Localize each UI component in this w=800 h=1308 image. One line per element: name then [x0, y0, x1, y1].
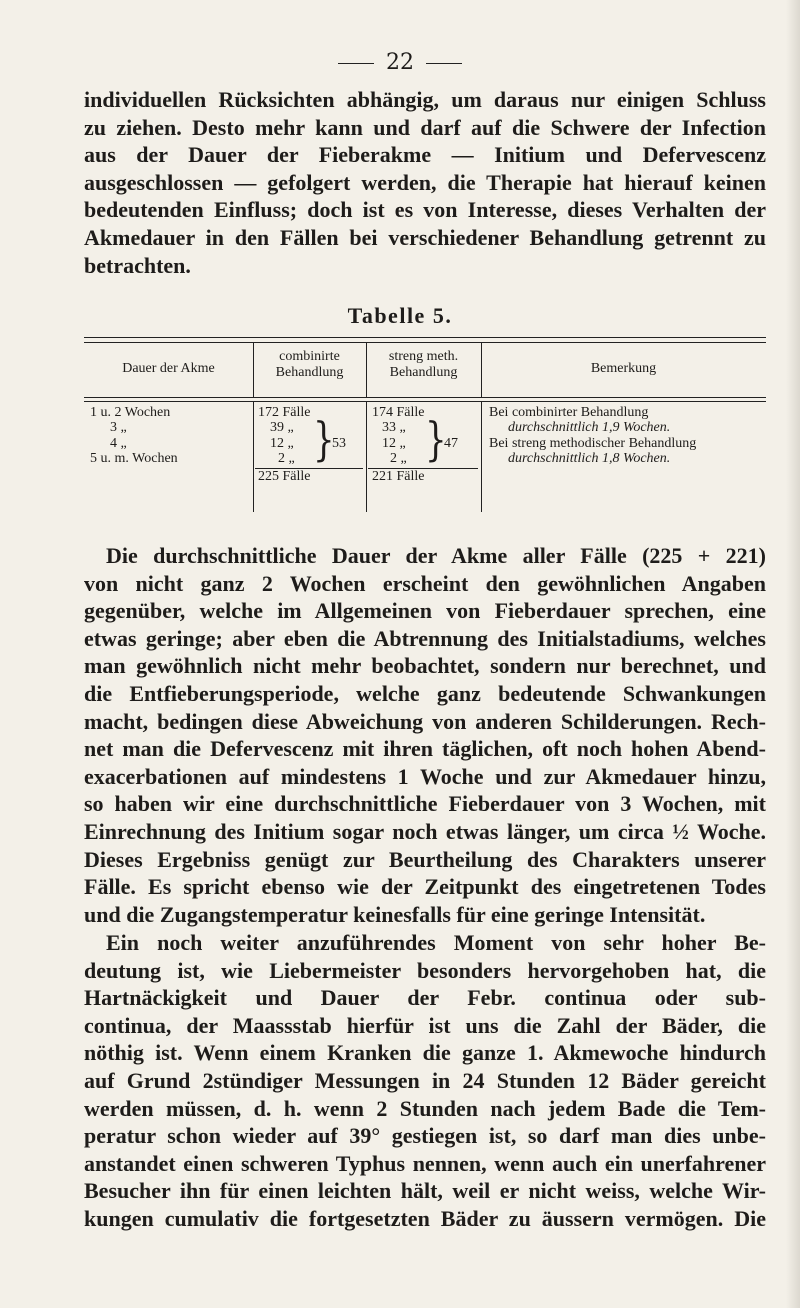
- remark-line: durchschnittlich 1,9 Wochen.: [508, 420, 671, 435]
- text-line: individuellen Rücksichten abhängig, um daraus nur einigen Schluss: [84, 87, 766, 112]
- combined-subtotal: 53: [332, 436, 346, 451]
- combined-cell: 172 Fälle: [258, 405, 311, 420]
- text-line: Akmedauer in den Fällen bei verschiedener Behandlung getrennt zu: [84, 224, 766, 250]
- text-line: exacerbationen auf mindestens 1 Woche und zur Akmedauer hinzu,: [84, 763, 766, 789]
- strict-brace: }: [425, 412, 447, 467]
- text-line: etwas geringe; aber eben die Abtrennung des Initialstadiums, welches: [84, 625, 766, 651]
- column-divider: [253, 401, 254, 512]
- strict-cell: 174 Fälle: [372, 405, 425, 420]
- text-line: und die Zugangstemperatur keinesfalls für eine geringe Intensität.: [84, 901, 706, 927]
- text-line: so haben wir eine durchschnittliche Fieberdauer von 3 Wochen, mit: [84, 791, 766, 817]
- text-line: deutung ist, wie Liebermeister besonders hervorgehoben hat, die: [84, 957, 766, 983]
- strict-cell: 33 „: [382, 420, 406, 435]
- page-edge-shadow: [786, 0, 800, 1308]
- duration-cell: 3 „: [110, 420, 127, 435]
- paragraph-2: [84, 542, 766, 928]
- text-line: Fälle. Es spricht ebenso wie der Zeitpunkt des eingetretenen Todes: [84, 874, 766, 900]
- text-line: auf Grund 2stündiger Messungen in 24 Stunden 12 Bäder gereicht: [84, 1067, 766, 1093]
- page-number-dash-left: [338, 63, 374, 64]
- remark-line: durchschnittlich 1,8 Wochen.: [508, 451, 671, 466]
- strict-cell: 2 „: [390, 451, 407, 466]
- text-line: bedeutenden Einfluss; doch ist es von Interesse, dieses Verhalten der: [84, 197, 766, 223]
- table-top-rule: [84, 337, 766, 343]
- text-line: Die durchschnittliche Dauer der Akme aller Fälle (225 + 221): [106, 543, 766, 568]
- combined-brace: }: [313, 412, 335, 467]
- text-line: peratur schon wieder auf 39° gestiegen ist, so darf man dies unbe-: [84, 1123, 766, 1149]
- text-line: die Entfieberungsperiode, welche ganz bedeutende Schwankungen: [84, 680, 766, 706]
- table-header-rule: [84, 397, 766, 402]
- table-title: Tabelle 5.: [347, 303, 453, 328]
- text-line: Einrechnung des Initium sogar noch etwas länger, um circa ½ Woche.: [84, 818, 766, 844]
- remark-line: Bei streng methodischer Behandlung: [489, 436, 697, 451]
- column-divider: [366, 401, 367, 512]
- combined-cell: 2 „: [278, 451, 295, 466]
- header-strict-line1: streng meth.: [388, 349, 459, 364]
- text-line: Besucher ihn für einen leichten hält, weil er nicht weiss, welche Wir-: [84, 1178, 766, 1204]
- duration-cell: 4 „: [110, 436, 127, 451]
- page-number-dash-right: [426, 63, 462, 64]
- strict-subtotal: 47: [444, 436, 458, 451]
- paragraph-3: [84, 929, 766, 1233]
- column-divider: [481, 401, 482, 512]
- text-line: anstandet einen schweren Typhus nennen, wenn auch ein unerfahrener: [84, 1150, 766, 1176]
- combined-total: 225 Fälle: [258, 469, 311, 484]
- text-line: zu ziehen. Desto mehr kann und darf auf die Schwere der Infection: [84, 114, 766, 140]
- paragraph-1: [84, 86, 766, 279]
- text-line: kungen cumulativ die fortgesetzten Bäder zu äussern vermögen. Die: [84, 1205, 766, 1231]
- page-number: [0, 50, 800, 75]
- text-line: nöthig ist. Wenn einem Kranken die ganze 1. Akmewoche hindurch: [84, 1040, 766, 1066]
- strict-cell: 12 „: [382, 436, 406, 451]
- text-line: gegenüber, welche im Allgemeinen von Fieberdauer sprechen, eine: [84, 598, 766, 624]
- page-number-value: 22: [386, 50, 414, 75]
- text-line: macht, bedingen diese Abweichung von anderen Schilderungen. Rech-: [84, 708, 766, 734]
- header-duration: Dauer der Akme: [122, 361, 215, 376]
- text-line: man gewöhnlich nicht mehr beobachtet, sondern nur berechnet, und: [84, 653, 766, 679]
- header-combined: [253, 349, 366, 381]
- header-combined-line1: combinirte: [279, 349, 340, 364]
- text-line: werden müssen, d. h. wenn 2 Stunden nach jedem Bade die Tem-: [84, 1095, 766, 1121]
- text-line: betrachten.: [84, 252, 191, 278]
- header-combined-line2: Behandlung: [275, 365, 344, 380]
- header-remark: Bemerkung: [590, 361, 657, 376]
- text-line: von nicht ganz 2 Wochen erscheint den gewöhnlichen Angaben: [84, 570, 766, 596]
- combined-cell: 39 „: [270, 420, 294, 435]
- duration-cell: 5 u. m. Wochen: [90, 451, 178, 466]
- duration-cell: 1 u. 2 Wochen: [90, 405, 171, 420]
- text-line: ausgeschlossen — gefolgert werden, die Therapie hat hierauf keinen: [84, 169, 766, 195]
- combined-cell: 12 „: [270, 436, 294, 451]
- strict-total: 221 Fälle: [372, 469, 425, 484]
- text-line: net man die Defervescenz mit ihren täglichen, oft noch hohen Abend-: [84, 736, 766, 762]
- text-line: Ein noch weiter anzuführendes Moment von sehr hoher Be-: [106, 930, 766, 955]
- remark-line: Bei combinirter Behandlung: [489, 405, 649, 420]
- text-line: continua, der Maassstab hierfür ist uns die Zahl der Bäder, die: [84, 1012, 766, 1038]
- header-strict: [366, 349, 481, 381]
- text-line: Hartnäckigkeit und Dauer der Febr. continua oder sub-: [84, 985, 766, 1011]
- text-line: Dieses Ergebniss genügt zur Beurtheilung des Charakters unserer: [84, 846, 766, 872]
- header-strict-line2: Behandlung: [389, 365, 458, 380]
- text-line: aus der Dauer der Fieberakme — Initium und Defervescenz: [84, 142, 766, 168]
